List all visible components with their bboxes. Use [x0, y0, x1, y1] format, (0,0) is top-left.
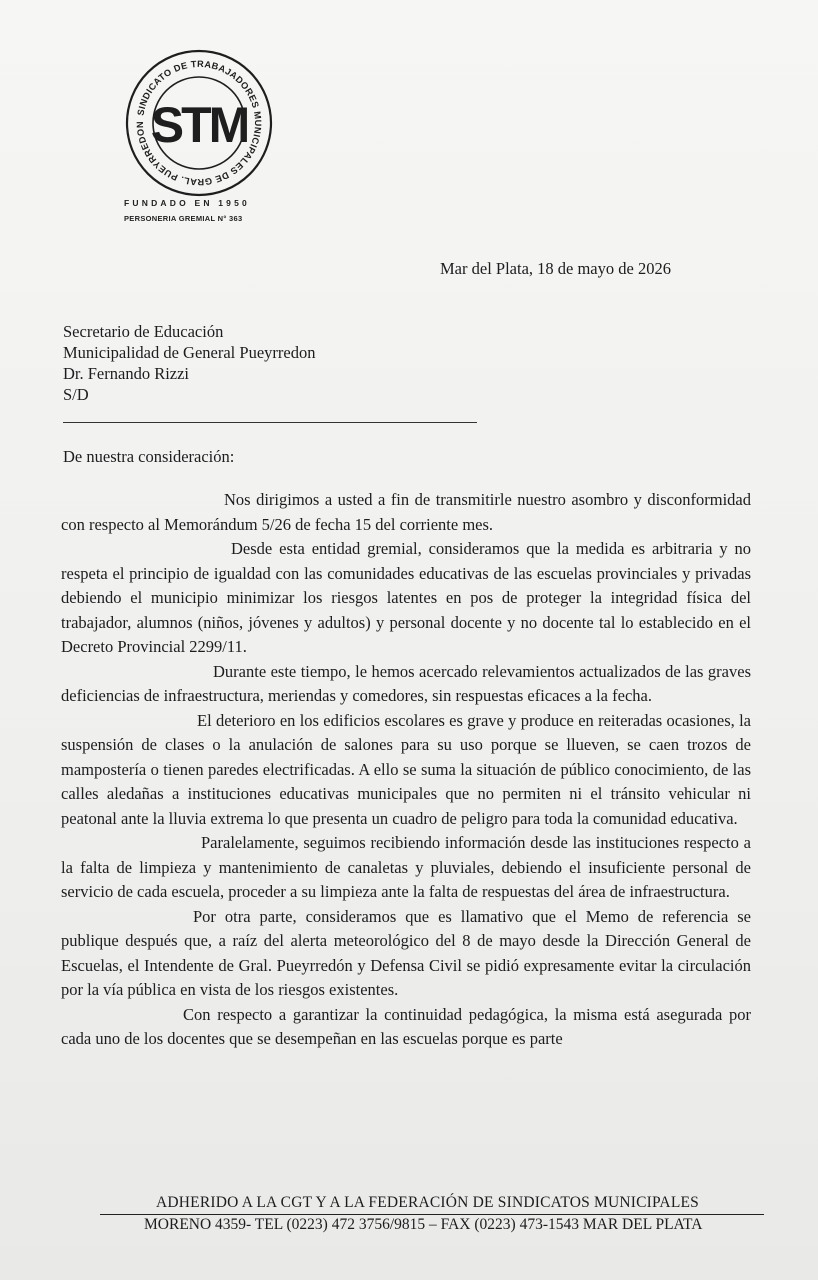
footer-divider [100, 1214, 764, 1215]
salutation: De nuestra consideración: [63, 447, 235, 466]
body-paragraph: Paralelamente, seguimos recibiendo información desde las instituciones respecto a la falta de limpieza y mantenimiento de canaletas y pluviales, debiendo el insuficiente personal de servicio de cada escuela, proceder a su limpieza ante la falta de respuestas del área de infraestructura. [61, 833, 751, 901]
body-paragraph: Con respecto a garantizar la continuidad pedagógica, la misma está asegurada por cada uno de los docentes que se desempeñan en las escuelas porque es parte [61, 1004, 751, 1048]
addressee-title: Secretario de Educación [63, 322, 224, 341]
union-registration: PERSONERIA GREMIAL N° 363 [124, 214, 243, 223]
letterhead [124, 48, 274, 223]
body-paragraph: Nos dirigimos a usted a fin de transmitirle nuestro asombro y disconformidad con respecto al Memorándum 5/26 de fecha 15 del corriente mes. [61, 490, 751, 534]
addressee-institution: Municipalidad de General Pueyrredon [63, 343, 316, 362]
seal-ring-text: SINDICATO DE TRABAJADORES MUNICIPALES DE GRAL. PUEYRREDON [134, 58, 264, 188]
addressee-block [63, 321, 315, 405]
letter-body [61, 488, 751, 1052]
founded-year: FUNDADO EN 1950 [124, 198, 250, 208]
body-paragraph: Durante este tiempo, le hemos acercado relevamientos actualizados de las graves deficiencias de infraestructura, meriendas y comedores, sin respuestas eficaces a la fecha. [61, 661, 751, 705]
addressee-name: Dr. Fernando Rizzi [63, 364, 190, 383]
footer-affiliation: ADHERIDO A LA CGT Y A LA FEDERACIÓN DE SINDICATOS MUNICIPALES [156, 1194, 699, 1211]
body-paragraph: El deterioro en los edificios escolares es grave y produce en reiteradas ocasiones, la suspensión de clases o la anulación de salones para su uso porque se llueven, se caen trozos de mampostería o tienen paredes electrificadas. A ello se suma la situación de público conocimiento, de las calles aledañas a instituciones educativas municipales que no permiten ni el tránsito vehicular ni peatonal ante la lluvia extrema lo que presenta un cuadro de peligro para toda la comunidad educativa. [61, 710, 751, 828]
addressee-divider [63, 422, 477, 423]
body-paragraph: Por otra parte, consideramos que es llamativo que el Memo de referencia se publique después que, a raíz del alerta meteorológico del 8 de mayo desde la Dirección General de Escuelas, el Intendente de Gral. Pueyrredón y Defensa Civil se pidió expresamente evitar la circulación por la vía pública en vista de los riesgos existentes. [61, 906, 751, 999]
letter-date: Mar del Plata, 18 de mayo de 2026 [440, 259, 671, 278]
body-paragraph: Desde esta entidad gremial, consideramos que la medida es arbitraria y no respeta el principio de igualdad con las comunidades educativas de las escuelas provinciales y privadas debiendo el municipio minimizar los riesgos latentes en pos de proteger la integridad física del trabajador, alumnos (niños, jóvenes y adultos) y personal docente y no docente tal lo establecido en el Decreto Provincial 2299/11. [61, 539, 751, 656]
footer-contact: MORENO 4359- TEL (0223) 472 3756/9815 – FAX (0223) 473-1543 MAR DEL PLATA [144, 1216, 703, 1233]
seal-initials: STM [150, 97, 248, 153]
union-seal-logo [124, 48, 274, 198]
addressee-abbrev: S/D [63, 385, 89, 404]
